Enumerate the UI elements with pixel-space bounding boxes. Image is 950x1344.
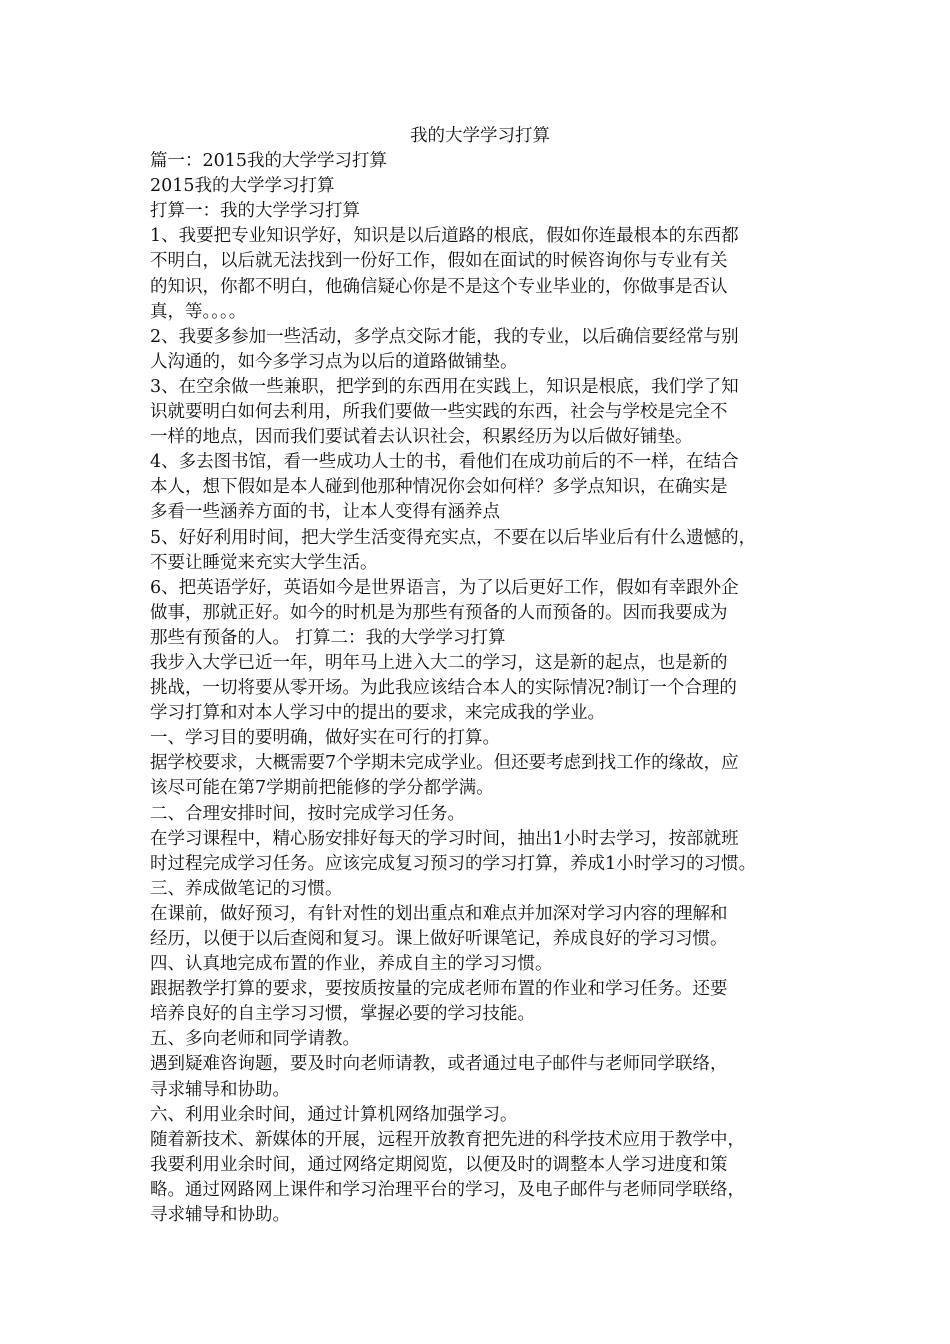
text-line: 学习打算和对本人学习中的提出的要求，来完成我的学业。 <box>150 703 605 724</box>
text-line: 跟据教学打算的要求，要按质按量的完成老师布置的作业和学习任务。还要 <box>150 979 728 1000</box>
text-line: 我步入大学已近一年，明年马上进入大二的学习，这是新的起点，也是新的 <box>150 652 728 673</box>
text-line: 四、认真地完成布置的作业，养成自主的学习习惯。 <box>150 954 553 975</box>
text-line: 一、学习目的要明确，做好实在可行的打算。 <box>150 728 500 749</box>
text-line: 识就要明白如何去利用，所我们要做一些实践的东西，社会与学校是完全不 <box>150 402 728 423</box>
text-line: 的知识，你都不明白，他确信疑心你是不是这个专业毕业的，你做事是否认 <box>150 276 728 297</box>
text-line: 挑战，一切将要从零开场。为此我应该结合本人的实际情况?制订一个合理的 <box>150 678 737 699</box>
text-line: 随着新技术、新媒体的开展，远程开放教育把先进的科学技术应用于教学中， <box>150 1129 745 1150</box>
text-line: 2、我要多参加一些活动，多学点交际才能，我的专业，以后确信要经常与别 <box>150 326 739 347</box>
text-line: 时过程完成学习任务。应该完成复习预习的学习打算，养成1小时学习的习惯。 <box>150 853 757 874</box>
text-line: 经历，以便于以后查阅和复习。课上做好听课笔记，养成良好的学习习惯。 <box>150 929 728 949</box>
text-line: 5、好好利用时间，把大学生活变得充实点，不要在以后毕业后有什么遗憾的， <box>150 527 757 548</box>
text-line: 不明白，以后就无法找到一份好工作，假如在面试的时候咨询你与专业有关 <box>150 251 728 272</box>
text-line: 据学校要求，大概需要7个学期未完成学业。但还要考虑到找工作的缘故，应 <box>150 753 739 774</box>
text-line: 多看一些涵养方面的书，让本人变得有涵养点 <box>150 502 500 523</box>
text-line: 该尽可能在第7学期前把能修的学分都学满。 <box>150 778 494 799</box>
text-line: 五、多向老师和同学请教。 <box>150 1029 360 1050</box>
text-line: 6、把英语学好，英语如今是世界语言，为了以后更好工作，假如有幸跟外企 <box>150 577 739 598</box>
text-line: 遇到疑难咨询题，要及时向老师请教，或者通过电子邮件与老师同学联络， <box>150 1054 728 1075</box>
text-line: 篇一：2015我的大学学习打算 <box>150 151 388 172</box>
text-line: 二、合理安排时间，按时完成学习任务。 <box>150 803 465 824</box>
text-line: 略。通过网路网上课件和学习治理平台的学习，及电子邮件与老师同学联络， <box>150 1179 745 1200</box>
text-line: 在学习课程中，精心肠安排好每天的学习时间，抽出1小时去学习，按部就班 <box>150 828 739 849</box>
text-line: 本人，想下假如是本人碰到他那种情况你会如何样？多学点知识，在确实是 <box>150 477 728 498</box>
text-line: 2015我的大学学习打算 <box>150 176 335 197</box>
text-line: 寻求辅导和协助。 <box>150 1205 290 1226</box>
text-line: 1、我要把专业知识学好，知识是以后道路的根底，假如你连最根本的东西都 <box>150 226 739 247</box>
text-line: 那些有预备的人。 打算二：我的大学学习打算 <box>150 627 506 648</box>
text-line: 4、多去图书馆，看一些成功人士的书，看他们在成功前后的不一样，在结合 <box>150 452 739 473</box>
text-line: 打算一：我的大学学习打算 <box>150 201 360 222</box>
text-line: 三、养成做笔记的习惯。 <box>150 878 343 899</box>
text-line: 不要让睡觉来充实大学生活。 <box>150 552 378 573</box>
text-line: 寻求辅导和协助。 <box>150 1079 290 1100</box>
text-line: 我要利用业余时间，通过网络定期阅览，以便及时的调整本人学习进度和策 <box>150 1154 728 1175</box>
text-line: 真，等。。。。 <box>150 301 247 322</box>
text-line: 一样的地点，因而我们要试着去认识社会，积累经历为以后做好铺垫。 <box>150 427 693 448</box>
text-line: 六、利用业余时间，通过计算机网络加强学习。 <box>150 1104 518 1125</box>
document-title: 我的大学学习打算 <box>410 126 550 146</box>
text-line: 做事，那就正好。如今的时机是为那些有预备的人而预备的。因而我要成为 <box>150 602 728 623</box>
text-line: 3、在空余做一些兼职，把学到的东西用在实践上，知识是根底，我们学了知 <box>150 376 739 397</box>
text-line: 培养良好的自主学习习惯，掌握必要的学习技能。 <box>150 1004 535 1025</box>
text-line: 在课前，做好预习，有针对性的划出重点和难点并加深对学习内容的理解和 <box>150 903 728 924</box>
document-body <box>150 124 810 1228</box>
text-line: 人沟通的，如今多学习点为以后的道路做铺垫。 <box>150 351 518 372</box>
